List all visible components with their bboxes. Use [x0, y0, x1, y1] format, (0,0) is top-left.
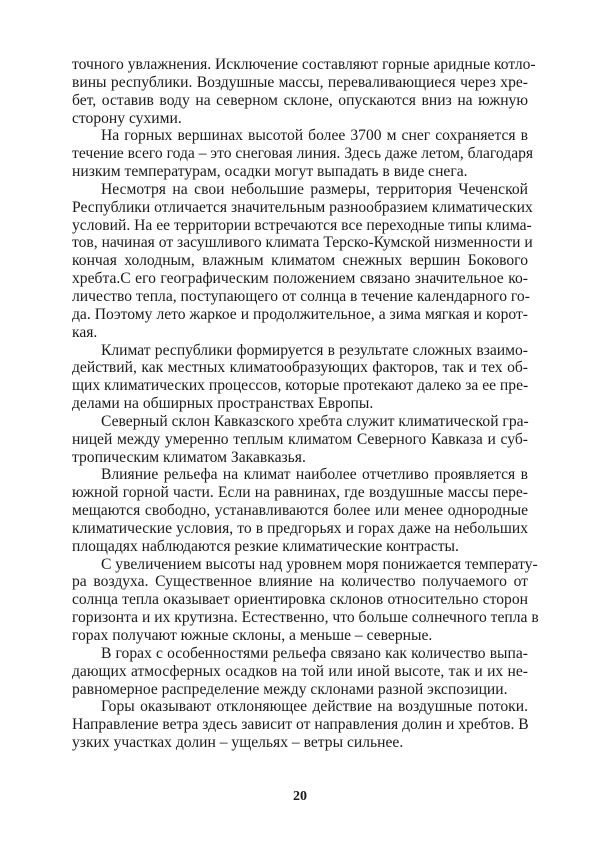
text-line: узких участках долин – ущельях – ветры сильнее. [72, 734, 404, 752]
text-line: кончая холодным, влажным климатом снежных вершин Бокового [72, 252, 528, 270]
paragraph [72, 127, 534, 181]
text-line: климатические условия, то в предгорьях и горах даже на небольших [72, 519, 528, 537]
paragraph [72, 555, 539, 645]
text-line: равномерное распределение между склонами разной экспозиции. [72, 680, 508, 698]
text-line: Несмотря на свои небольшие размеры, территория Чеченской [101, 180, 528, 198]
text-line: ра воздуха. Существенное влияние на количество получаемого от [72, 573, 528, 591]
text-line: условий. На ее территории встречаются все переходные типы клима- [72, 216, 532, 234]
text-line: дающих атмосферных осадков на той или иной высоте, так и их не- [72, 662, 528, 680]
paragraph [72, 180, 533, 342]
text-line: делами на обширных пространствах Европы. [72, 395, 374, 413]
paragraph [72, 56, 536, 127]
text-line: мещаются свободно, устанавливаются более или менее однородные [72, 502, 528, 520]
text-line: горах получают южные склоны, а меньше – северные. [72, 627, 433, 644]
text-line: низким температурам, осадки могут выпадать в виде снега. [72, 163, 468, 181]
text-line: В горах с особенностями рельефа связано как количество выпа- [101, 644, 528, 662]
text-line: горизонта и их крутизна. Естественно, что больше солнечного тепла в [72, 609, 539, 627]
text-line: южной горной части. Если на равнинах, где воздушные массы пере- [72, 484, 528, 502]
text-line: Горы оказывают отклоняющее действие на воздушные потоки. [101, 698, 528, 716]
text-line: тов, начиная от засушливого климата Терско-Кумской низменности и [72, 234, 533, 252]
text-line: кая. [72, 323, 98, 341]
text-line: солнца тепла оказывает ориентировка склонов относительно сторон [72, 591, 528, 609]
text-line: Влияние рельефа на климат наиболее отчетливо проявляется в [101, 466, 528, 484]
text-line: тропическим климатом Закавказья. [72, 448, 306, 466]
text-line: Республики отличается значительным разнообразием климатических [72, 198, 533, 216]
text-line: щих климатических процессов, которые протекают далеко за ее пре- [72, 377, 529, 395]
text-line: бет, оставив воду на северном склоне, опускаются вниз на южную [72, 91, 528, 109]
paragraph [72, 466, 528, 555]
text-line: С увеличением высоты над уровнем моря понижается температу- [101, 555, 538, 573]
text-line: течение всего года – это снеговая линия. Здесь даже летом, благодаря [72, 145, 534, 163]
text-line: Северный склон Кавказского хребта служит климатической гра- [101, 412, 529, 430]
text-line: Направление ветра здесь зависит от направления долин и хребтов. В [72, 716, 529, 734]
paragraph [72, 698, 528, 752]
text-line: да. Поэтому лето жаркое и продолжительное, а зима мягкая и корот- [72, 305, 528, 323]
text-line: площадях наблюдаются резкие климатические контрасты. [72, 537, 459, 555]
paragraph [72, 342, 528, 413]
text-line: сторону сухими. [72, 109, 182, 127]
body-text [72, 56, 539, 752]
text-line: вины республики. Воздушные массы, переваливающиеся через хре- [72, 73, 528, 91]
paragraph [72, 413, 528, 467]
text-line: Климат республики формируется в результате сложных взаимо- [101, 341, 528, 359]
text-line: личество тепла, поступающего от солнца в течение календарного го- [72, 287, 530, 305]
text-line: На горных вершинах высотой более 3700 м снег сохраняется в [101, 127, 528, 145]
text-line: действий, как местных климатообразующих факторов, так и тех об- [72, 359, 528, 377]
page-number: 20 [293, 789, 307, 804]
text-line: ницей между умеренно теплым климатом Северного Кавказа и суб- [72, 430, 528, 448]
text-line: точного увлажнения. Исключение составляют горные аридные котло- [72, 56, 536, 73]
paragraph [72, 645, 528, 699]
text-line: хребта.С его географическим положением связано значительное ко- [72, 270, 528, 288]
